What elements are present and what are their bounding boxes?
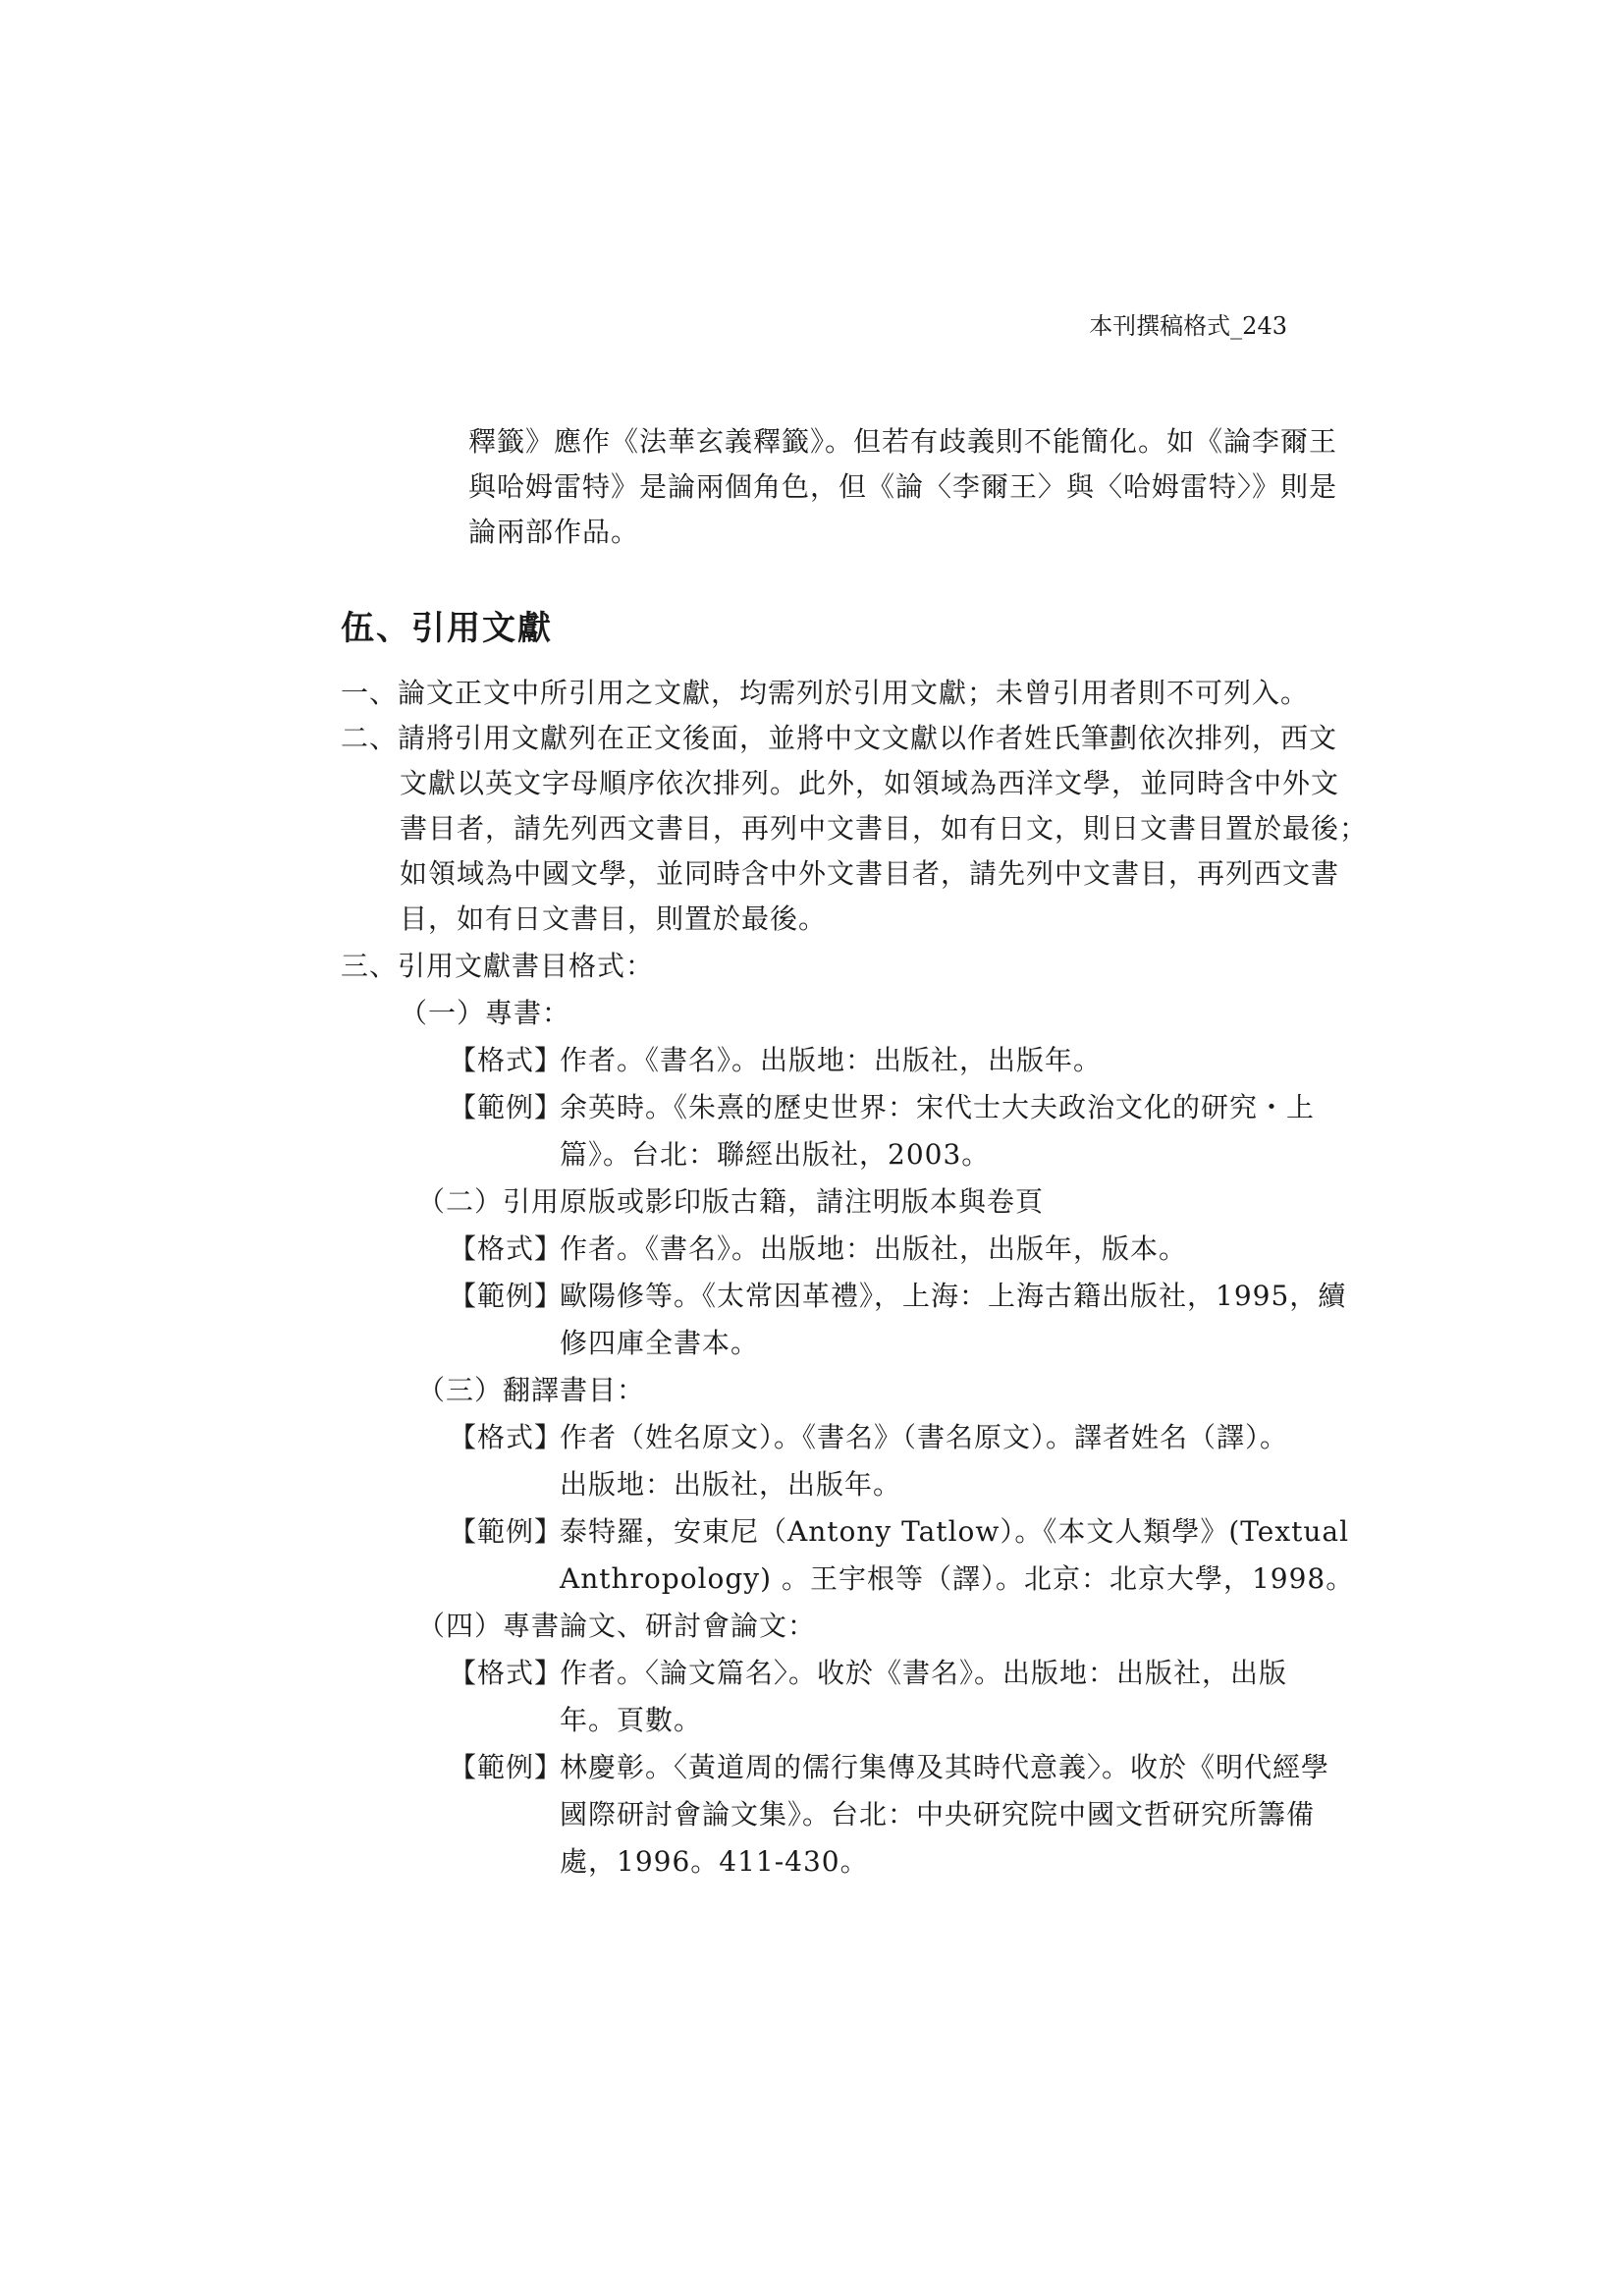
sub-3-example-label: 【範例】 (449, 1515, 564, 1548)
sub-1-title: （一）專書： (400, 997, 571, 1029)
running-head: 本刊撰稿格式_243 (1089, 312, 1287, 340)
sub-4-example-line-3: 處，1996。411-430。 (560, 1845, 869, 1878)
sub-4-format-line-1: 作者。〈論文篇名〉。收於《書名》。出版地：出版社，出版 (560, 1657, 1288, 1689)
item-2-line-4: 如領域為中國文學，並同時含中外文書目者，請先列中文書目，再列西文書 (400, 857, 1340, 890)
section-heading: 伍、引用文獻 (341, 609, 553, 648)
sub-3-example-line-2: Anthropology) 。王宇根等（譯）。北京：北京大學，1998。 (560, 1562, 1355, 1595)
sub-1-example-label: 【範例】 (449, 1091, 564, 1123)
intro-line-1: 釋籤》應作《法華玄義釋籤》。但若有歧義則不能簡化。如《論李爾王 (468, 425, 1338, 458)
sub-2-example-line-2: 修四庫全書本。 (560, 1327, 760, 1359)
sub-2-example-label: 【範例】 (449, 1280, 564, 1312)
item-2-line-3: 書目者，請先列西文書目，再列中文書目，如有日文，則日文書目置於最後； (400, 812, 1369, 845)
sub-2-format-label: 【格式】 (449, 1232, 564, 1265)
item-3-title: 三、引用文獻書目格式： (341, 950, 655, 982)
sub-4-format-label: 【格式】 (449, 1657, 564, 1689)
sub-1-example-line-2: 篇》。台北：聯經出版社，2003。 (560, 1138, 991, 1171)
item-1-line-1: 一、論文正文中所引用之文獻，均需列於引用文獻；未曾引用者則不可列入。 (341, 677, 1310, 709)
item-2-line-2: 文獻以英文字母順序依次排列。此外，如領域為西洋文學，並同時含中外文 (400, 767, 1340, 799)
sub-3-title: （三）翻譯書目： (417, 1374, 646, 1406)
sub-4-example-line-1: 林慶彰。〈黃道周的儒行集傳及其時代意義〉。收於《明代經學 (560, 1751, 1330, 1783)
sub-2-title: （二）引用原版或影印版古籍，請注明版本與卷頁 (417, 1185, 1045, 1218)
sub-3-format-line-1: 作者（姓名原文）。《書名》（書名原文）。譯者姓名（譯）。 (560, 1421, 1289, 1453)
item-2-line-1: 二、請將引用文獻列在正文後面，並將中文文獻以作者姓氏筆劃依次排列，西文 (341, 722, 1338, 754)
intro-line-2: 與哈姆雷特》是論兩個角色，但《論〈李爾王〉與〈哈姆雷特〉》則是 (468, 470, 1338, 503)
sub-4-title: （四）專書論文、研討會論文： (417, 1610, 817, 1642)
sub-2-example-line-1: 歐陽修等。《太常因革禮》，上海：上海古籍出版社，1995，續 (560, 1280, 1347, 1312)
item-2-line-5: 目，如有日文書目，則置於最後。 (400, 902, 828, 935)
sub-4-example-label: 【範例】 (449, 1751, 564, 1783)
intro-line-3: 論兩部作品。 (468, 516, 640, 548)
sub-1-format-text: 作者。《書名》。出版地：出版社，出版年。 (560, 1044, 1103, 1076)
sub-4-example-line-2: 國際研討會論文集》。台北：中央研究院中國文哲研究所籌備 (560, 1798, 1316, 1831)
sub-3-format-label: 【格式】 (449, 1421, 564, 1453)
sub-1-format-label: 【格式】 (449, 1044, 564, 1076)
sub-3-example-line-1: 泰特羅，安東尼（Antony Tatlow）。《本文人類學》(Textual (560, 1515, 1350, 1548)
sub-1-example-line-1: 余英時。《朱熹的歷史世界：宋代士大夫政治文化的研究・上 (560, 1091, 1316, 1123)
sub-4-format-line-2: 年。頁數。 (560, 1704, 703, 1736)
sub-2-format-text: 作者。《書名》。出版地：出版社，出版年，版本。 (560, 1232, 1188, 1265)
sub-3-format-line-2: 出版地：出版社，出版年。 (560, 1468, 902, 1501)
